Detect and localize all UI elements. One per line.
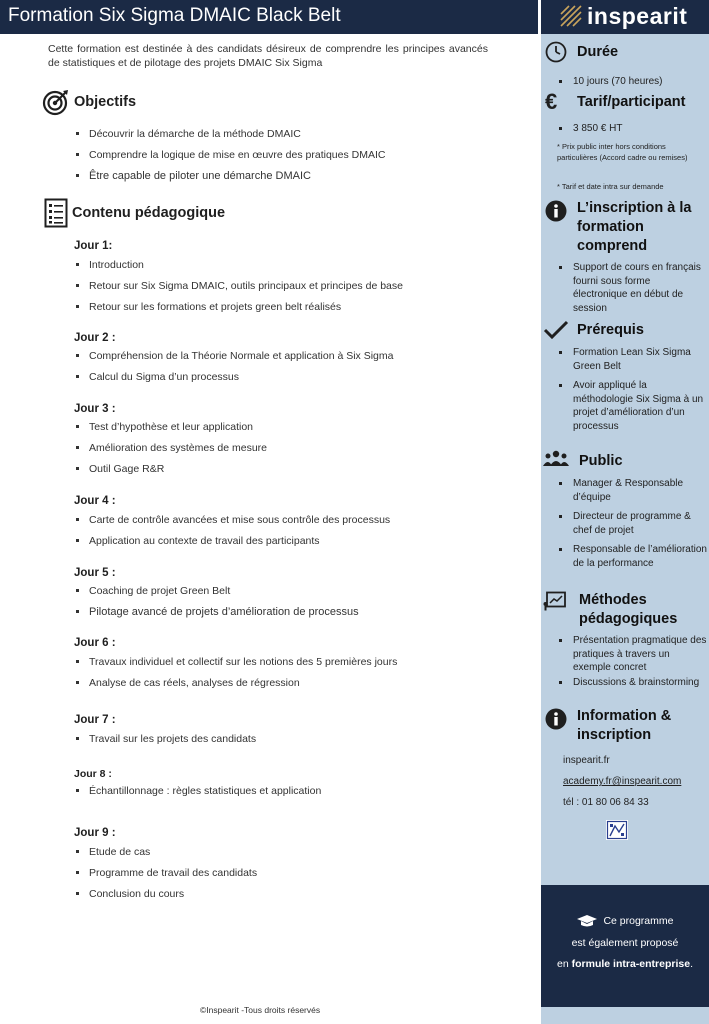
methodes-list [557,634,709,695]
day-heading: Jour 3 : [74,403,116,415]
list-item: Compréhension de la Théorie Normale et application à Six Sigma [74,349,393,370]
intra-line3-prefix: en [557,958,572,970]
list-item: Être capable de piloter une démarche DMAIC [74,169,385,190]
footer-copyright: ©Inspearit -Tous droits réservés [200,1005,321,1015]
tarif-note: * Tarif et date intra sur demande [557,182,664,191]
day-list [74,584,359,626]
tarif-heading: Tarif/participant [577,94,686,110]
day-heading: Jour 7 : [74,714,116,726]
methodes-heading: Méthodes pédagogiques [579,592,678,627]
intro-text: Cette formation est destinée à des candidats désireux de comprendre les principes avancés de statistiques et de pilotage des projets DMAIC Six Sigma [48,43,488,69]
duree-list [557,75,705,95]
intra-line1: Ce programme [603,915,674,927]
list-item: Analyse de cas réels, analyses de régression [74,676,397,697]
prerequis-heading: Prérequis [577,322,644,338]
day-heading: Jour 2 : [74,332,116,344]
day-heading: Jour 1: [74,240,113,252]
qr-code-icon[interactable] [606,820,628,840]
public-heading: Public [579,453,623,469]
list-item: Application au contexte de travail des participants [74,534,390,555]
title-bar [0,0,538,34]
list-item: Pilotage avancé de projets d’amélioration de processus [74,605,359,626]
people-icon [543,450,569,468]
list-item: Travail sur les projets des candidats [74,732,256,753]
email-link[interactable]: academy.fr@inspearit.com [563,776,682,787]
day-heading: Jour 5 : [74,567,116,579]
list-item: Introduction [74,258,403,279]
graduation-cap-icon [577,915,597,927]
page-title: Formation Six Sigma DMAIC Black Belt [8,5,341,26]
intra-line3-suffix: . [690,958,693,970]
tarif-list [557,122,705,142]
objectifs-heading [42,88,136,116]
list-item: Retour sur Six Sigma DMAIC, outils principaux et principes de base [74,279,403,300]
intra-line3-bold: formule intra-entreprise [571,958,691,970]
intra-callout [541,885,709,1007]
day-heading: Jour 9 : [74,827,116,839]
list-item: Amélioration des systèmes de mesure [74,441,267,462]
public-list [557,477,709,576]
list-item: Outil Gage R&R [74,462,267,483]
list-item: 3 850 € HT [557,122,705,136]
inscription-list [557,261,705,321]
list-item: 10 jours (70 heures) [557,75,705,89]
list-item: Test d’hypothèse et leur application [74,420,267,441]
clock-icon [545,41,567,63]
phone-number: tél : 01 80 06 84 33 [563,797,649,808]
list-item: Etude de cas [74,845,257,866]
target-icon [42,88,70,116]
list-item: Conclusion du cours [74,887,257,908]
tarif-note: * Prix public inter hors conditions particulières (Accord cadre ou remises) [557,142,688,162]
checkmark-icon [543,320,569,340]
logo-text: inspearit [587,3,688,29]
contenu-heading-label: Contenu pédagogique [72,205,226,221]
contenu-heading [44,198,225,228]
euro-icon: € [545,89,558,114]
list-item: Discussions & brainstorming [557,676,709,690]
objectifs-list [74,127,385,190]
list-item: Travaux individuel et collectif sur les notions des 5 premières jours [74,655,397,676]
list-item: Calcul du Sigma d’un processus [74,370,393,391]
day-list [74,513,390,555]
list-item: Formation Lean Six Sigma Green Belt [557,346,705,373]
list-item: Support de cours en français fourni sous forme électronique en début de session [557,261,705,315]
info-icon [545,708,567,730]
list-item: Échantillonnage : règles statistiques et application [74,784,321,805]
list-item: Présentation pragmatique des pratiques à travers un exemple concret [557,634,709,675]
list-item: Découvrir la démarche de la méthode DMAIC [74,127,385,148]
logo-mark-icon [559,4,583,28]
duree-heading: Durée [577,44,619,60]
website-link[interactable]: inspearit.fr [563,755,610,766]
intra-line2: est également proposé [571,937,679,949]
day-heading: Jour 6 : [74,637,116,649]
list-item: Retour sur les formations et projets green belt réalisés [74,300,403,321]
logo [541,0,709,34]
prerequis-list [557,346,705,439]
list-item: Programme de travail des candidats [74,866,257,887]
day-heading: Jour 8 : [74,768,112,780]
list-item: Avoir appliqué la méthodologie Six Sigma à un projet d’amélioration d’un processus [557,379,705,433]
list-item: Carte de contrôle avancées et mise sous contrôle des processus [74,513,390,534]
list-item: Directeur de programme & chef de projet [557,510,709,537]
day-list [74,655,397,697]
day-list [74,845,257,908]
day-list [74,349,393,391]
day-list [74,258,403,321]
day-list [74,420,267,483]
presentation-board-icon [543,591,567,611]
day-list [74,732,256,753]
list-item: Responsable de l’amélioration de la performance [557,543,709,570]
list-item: Manager & Responsable d’équipe [557,477,709,504]
list-item: Coaching de projet Green Belt [74,584,359,605]
day-heading: Jour 4 : [74,495,116,507]
list-item: Comprendre la logique de mise en œuvre des pratiques DMAIC [74,148,385,169]
information-heading: Information & inscription [577,708,672,743]
checklist-icon [44,198,68,228]
objectifs-heading-label: Objectifs [74,94,137,110]
info-icon [545,200,567,222]
day-list [74,784,321,805]
inscription-heading: L’inscription à la formation comprend [577,200,692,254]
